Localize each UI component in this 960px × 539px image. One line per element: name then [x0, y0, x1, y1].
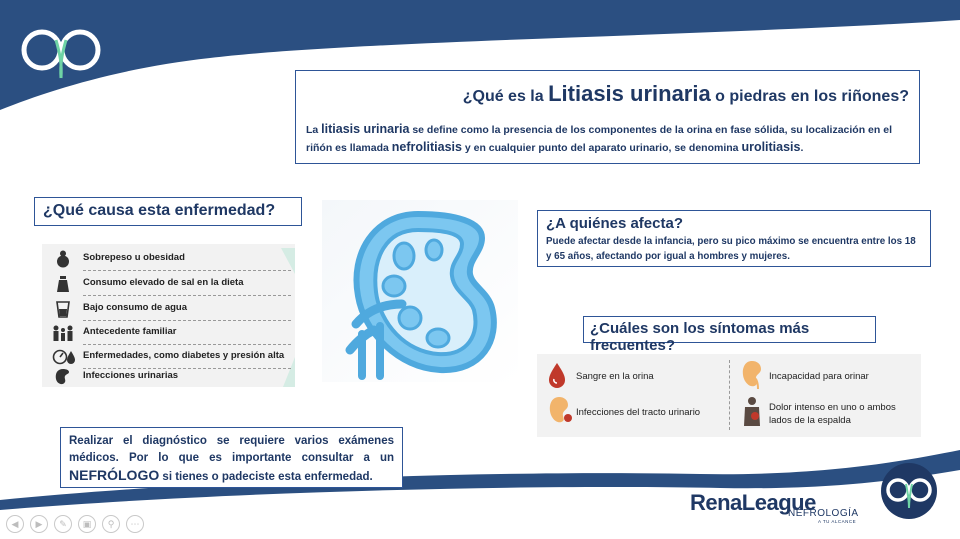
person-obese-icon: [54, 250, 72, 268]
more-options-icon[interactable]: ⋯: [126, 515, 144, 533]
brand-logo: [688, 488, 868, 528]
brand-tagline: A TU ALCANCE: [818, 519, 857, 524]
divider: [729, 360, 730, 430]
page-title: ¿Qué es la Litiasis urinaria o piedras en los riñones?: [462, 81, 909, 106]
kidneys-logo-small-icon: [876, 462, 942, 520]
list-item: Consumo elevado de sal en la dieta: [42, 273, 295, 295]
slideshow-controls: [6, 515, 144, 535]
family-icon: [52, 324, 74, 342]
next-slide-icon[interactable]: ▶: [30, 515, 48, 533]
zoom-icon[interactable]: ⚲: [102, 515, 120, 533]
water-glass-icon: [54, 300, 72, 318]
list-item: Antecedente familiar: [42, 322, 295, 344]
gauge-drop-icon: [52, 348, 76, 366]
nephrologist-highlight: NEFRÓLOGO: [69, 467, 160, 483]
symptoms-panel: Sangre en la orina Incapacidad para orinar Infecciones del tracto urinario Dolor intenso en uno o ambos lados de la espalda: [537, 354, 921, 437]
who-text: Puede afectar desde la infancia, pero su pico máximo se encuentra entre los 18 y 65 años, afectando por igual a hombres y mujeres.: [546, 236, 916, 262]
brand-subtitle: NEFROLOGÍA: [788, 508, 859, 519]
kidneys-logo-icon: [18, 18, 104, 84]
list-item: Enfermedades, como diabetes y presión alta: [42, 346, 295, 368]
causes-heading: ¿Qué causa esta enfermedad?: [34, 197, 302, 226]
kidney-illustration-icon: [322, 200, 518, 382]
list-item: Infecciones urinarias: [42, 366, 295, 388]
who-affects-box: [537, 210, 931, 267]
definition-text: La litiasis urinaria se define como la presencia de los componentes de la orina en fase sólida, su localización en el riñón es llamada nefrolitiasis y en cualquier punto del aparato urinario, se denomina urolitiasis.: [306, 122, 892, 154]
definition-box: [295, 70, 920, 164]
salt-shaker-icon: [54, 275, 72, 293]
kidney-icon: [741, 360, 763, 390]
title-highlight: Litiasis urinaria: [548, 81, 711, 106]
diagnosis-box: Realizar el diagnóstico se requiere varios exámenes médicos. Por lo que es importante consultar a un NEFRÓLOGO si tienes o padeciste esta enfermedad.: [60, 427, 403, 488]
blood-drop-icon: [547, 362, 567, 388]
kidney-icon: [547, 396, 573, 426]
list-item: Sobrepeso u obesidad: [42, 248, 295, 270]
causes-list: [42, 244, 295, 387]
back-pain-icon: [741, 396, 763, 432]
slides-grid-icon[interactable]: ▣: [78, 515, 96, 533]
pen-icon[interactable]: ✎: [54, 515, 72, 533]
list-item: Bajo consumo de agua: [42, 298, 295, 320]
symptoms-heading: ¿Cuáles son los síntomas más frecuentes?: [583, 316, 876, 343]
previous-slide-icon[interactable]: ◀: [6, 515, 24, 533]
who-heading: ¿A quiénes afecta?: [546, 215, 683, 232]
brand-name: RenaLeague: [690, 490, 816, 515]
kidney-icon: [54, 368, 72, 386]
